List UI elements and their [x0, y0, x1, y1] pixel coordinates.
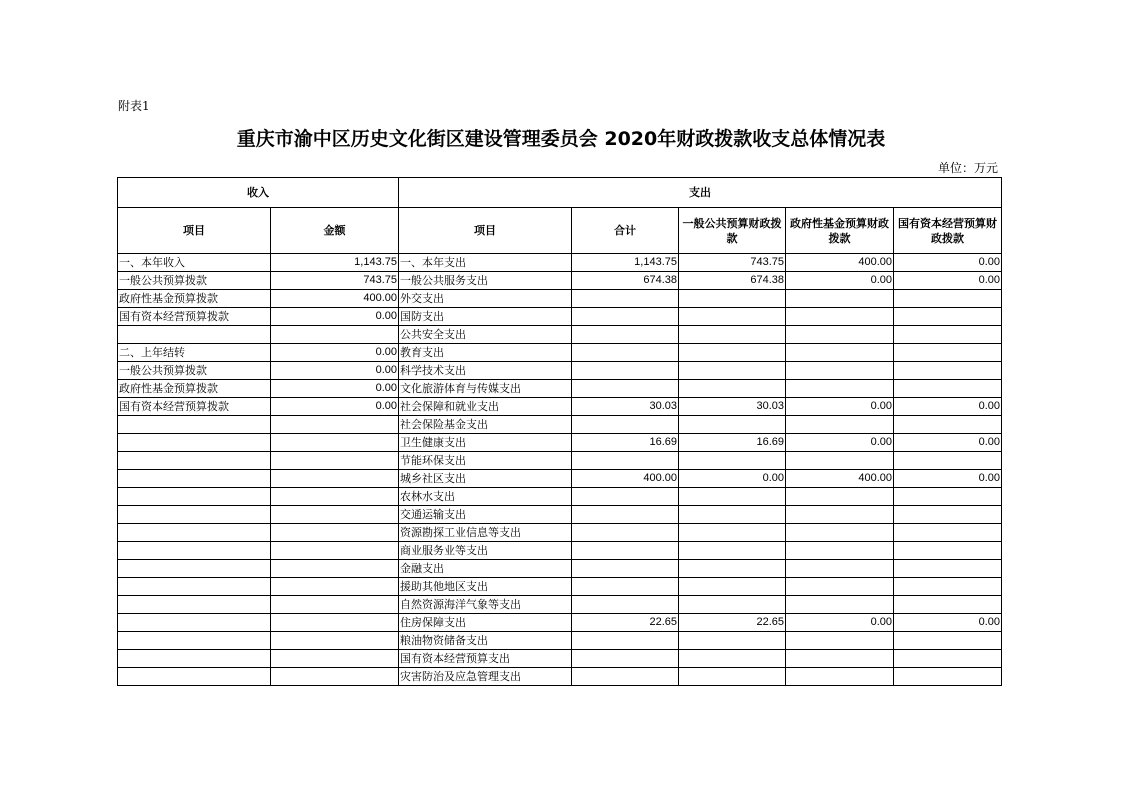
income-amount-cell [271, 650, 399, 668]
expense-item-header: 项目 [399, 208, 572, 254]
income-amount-cell: 400.00 [271, 290, 399, 308]
income-item-cell: 二、上年结转 [118, 344, 271, 362]
header-row-columns [118, 208, 1002, 254]
expense-fund-cell [786, 344, 894, 362]
income-amount-cell [271, 560, 399, 578]
table-row [118, 596, 1002, 614]
expense-state-cell: 0.00 [894, 254, 1002, 272]
expense-item-cell: 社会保障和就业支出 [399, 398, 572, 416]
expense-fund-cell: 400.00 [786, 254, 894, 272]
income-item-cell: 一、本年收入 [118, 254, 271, 272]
unit-label: 单位：万元 [937, 161, 998, 175]
income-amount-cell: 1,143.75 [271, 254, 399, 272]
expense-state-cell [894, 362, 1002, 380]
expense-item-cell: 农林水支出 [399, 488, 572, 506]
table-row [118, 578, 1002, 596]
expense-fund-cell [786, 650, 894, 668]
expense-item-cell: 国防支出 [399, 308, 572, 326]
income-amount-cell [271, 416, 399, 434]
income-item-cell [118, 524, 271, 542]
expense-total-cell [572, 308, 679, 326]
table-row [118, 362, 1002, 380]
expense-general-cell: 16.69 [679, 434, 786, 452]
expense-general-cell [679, 632, 786, 650]
expense-fund-cell [786, 632, 894, 650]
expense-total-cell: 1,143.75 [572, 254, 679, 272]
expense-fund-cell [786, 380, 894, 398]
table-row [118, 488, 1002, 506]
expense-item-cell: 商业服务业等支出 [399, 542, 572, 560]
table-row [118, 650, 1002, 668]
income-item-cell [118, 650, 271, 668]
expense-total-cell [572, 290, 679, 308]
table-row [118, 308, 1002, 326]
expense-total-cell: 30.03 [572, 398, 679, 416]
expense-total-cell [572, 578, 679, 596]
page-title: 重庆市渝中区历史文化街区建设管理委员会 2020年财政拨款收支总体情况表 [236, 128, 886, 150]
expense-general-cell [679, 380, 786, 398]
expense-item-cell: 一、本年支出 [399, 254, 572, 272]
expense-general-cell [679, 308, 786, 326]
table-row [118, 542, 1002, 560]
expense-fund-cell [786, 488, 894, 506]
expense-item-cell: 金融支出 [399, 560, 572, 578]
expense-item-cell: 外交支出 [399, 290, 572, 308]
income-header: 收入 [118, 178, 399, 208]
expense-total-cell: 400.00 [572, 470, 679, 488]
expense-fund-cell: 0.00 [786, 398, 894, 416]
income-amount-cell: 0.00 [271, 398, 399, 416]
expense-fund-cell [786, 416, 894, 434]
annex-label: 附表1 [118, 99, 150, 113]
expense-fund-cell [786, 524, 894, 542]
expense-general-cell [679, 416, 786, 434]
income-amount-cell [271, 578, 399, 596]
expense-total-cell [572, 326, 679, 344]
table-body [118, 254, 1002, 686]
expense-total-cell [572, 362, 679, 380]
expense-item-cell: 住房保障支出 [399, 614, 572, 632]
table-row [118, 416, 1002, 434]
expense-general-cell [679, 452, 786, 470]
expense-state-cell [894, 290, 1002, 308]
income-item-cell [118, 614, 271, 632]
expense-general-cell [679, 524, 786, 542]
income-amount-cell [271, 524, 399, 542]
expense-general-cell [679, 488, 786, 506]
income-amount-cell [271, 506, 399, 524]
income-amount-cell [271, 632, 399, 650]
income-item-cell: 政府性基金预算拨款 [118, 290, 271, 308]
expense-state-cell [894, 650, 1002, 668]
expense-general-cell [679, 560, 786, 578]
income-amount-cell [271, 452, 399, 470]
expense-general-cell [679, 668, 786, 686]
expense-header: 支出 [399, 178, 1002, 208]
expense-item-cell: 一般公共服务支出 [399, 272, 572, 290]
expense-general-cell [679, 542, 786, 560]
table-row [118, 272, 1002, 290]
income-item-cell [118, 596, 271, 614]
expense-state-cell [894, 668, 1002, 686]
expense-item-cell: 粮油物资储备支出 [399, 632, 572, 650]
expense-general-cell [679, 650, 786, 668]
expense-fund-cell [786, 542, 894, 560]
expense-total-header: 合计 [572, 208, 679, 254]
expense-total-cell [572, 632, 679, 650]
expense-general-cell [679, 362, 786, 380]
expense-fund-cell [786, 290, 894, 308]
expense-fund-cell [786, 452, 894, 470]
income-item-cell [118, 506, 271, 524]
expense-fund-cell [786, 668, 894, 686]
expense-state-cell [894, 488, 1002, 506]
expense-state-cell [894, 578, 1002, 596]
income-item-cell [118, 488, 271, 506]
expense-state-cell [894, 506, 1002, 524]
expense-state-cell: 0.00 [894, 470, 1002, 488]
expense-state-cell [894, 542, 1002, 560]
expense-fund-cell [786, 308, 894, 326]
expense-fund-cell: 0.00 [786, 272, 894, 290]
expense-fund-cell [786, 578, 894, 596]
expense-total-cell [572, 524, 679, 542]
expense-general-cell: 22.65 [679, 614, 786, 632]
expense-state-cell [894, 560, 1002, 578]
income-amount-cell [271, 488, 399, 506]
income-item-cell [118, 542, 271, 560]
income-amount-cell [271, 668, 399, 686]
expense-fund-cell [786, 506, 894, 524]
table-row [118, 632, 1002, 650]
budget-table [117, 177, 1002, 686]
income-item-cell [118, 326, 271, 344]
income-item-cell [118, 560, 271, 578]
expense-total-cell: 674.38 [572, 272, 679, 290]
expense-total-cell [572, 344, 679, 362]
table-row [118, 668, 1002, 686]
expense-fund-cell: 0.00 [786, 434, 894, 452]
income-amount-cell [271, 470, 399, 488]
expense-general-cell: 0.00 [679, 470, 786, 488]
expense-item-cell: 自然资源海洋气象等支出 [399, 596, 572, 614]
income-amount-cell [271, 614, 399, 632]
income-item-header: 项目 [118, 208, 271, 254]
expense-state-header: 国有资本经营预算财政拨款 [894, 208, 1002, 254]
expense-general-cell [679, 578, 786, 596]
expense-total-cell [572, 452, 679, 470]
expense-item-cell: 国有资本经营预算支出 [399, 650, 572, 668]
income-item-cell [118, 452, 271, 470]
expense-item-cell: 交通运输支出 [399, 506, 572, 524]
expense-fund-cell: 400.00 [786, 470, 894, 488]
table-row [118, 524, 1002, 542]
income-amount-cell: 0.00 [271, 308, 399, 326]
table-row [118, 434, 1002, 452]
expense-total-cell [572, 668, 679, 686]
expense-general-cell [679, 326, 786, 344]
expense-state-cell: 0.00 [894, 614, 1002, 632]
expense-state-cell: 0.00 [894, 434, 1002, 452]
expense-item-cell: 文化旅游体育与传媒支出 [399, 380, 572, 398]
expense-total-cell [572, 380, 679, 398]
expense-fund-cell [786, 326, 894, 344]
expense-fund-header: 政府性基金预算财政拨款 [786, 208, 894, 254]
expense-total-cell [572, 488, 679, 506]
expense-item-cell: 节能环保支出 [399, 452, 572, 470]
expense-item-cell: 城乡社区支出 [399, 470, 572, 488]
expense-general-cell: 743.75 [679, 254, 786, 272]
income-item-cell [118, 416, 271, 434]
expense-state-cell: 0.00 [894, 398, 1002, 416]
income-amount-cell: 0.00 [271, 362, 399, 380]
income-item-cell: 政府性基金预算拨款 [118, 380, 271, 398]
expense-item-cell: 灾害防治及应急管理支出 [399, 668, 572, 686]
table-row [118, 290, 1002, 308]
expense-total-cell [572, 560, 679, 578]
expense-item-cell: 卫生健康支出 [399, 434, 572, 452]
income-amount-cell [271, 434, 399, 452]
expense-general-cell [679, 596, 786, 614]
income-item-cell: 国有资本经营预算拨款 [118, 308, 271, 326]
income-amount-cell: 0.00 [271, 380, 399, 398]
expense-state-cell [894, 524, 1002, 542]
table-row [118, 614, 1002, 632]
expense-general-cell [679, 290, 786, 308]
table-row [118, 344, 1002, 362]
expense-fund-cell: 0.00 [786, 614, 894, 632]
expense-total-cell: 22.65 [572, 614, 679, 632]
expense-state-cell [894, 452, 1002, 470]
expense-total-cell [572, 596, 679, 614]
expense-state-cell [894, 380, 1002, 398]
expense-total-cell [572, 506, 679, 524]
expense-fund-cell [786, 596, 894, 614]
table-row [118, 452, 1002, 470]
income-item-cell [118, 632, 271, 650]
expense-item-cell: 公共安全支出 [399, 326, 572, 344]
expense-fund-cell [786, 362, 894, 380]
expense-general-cell: 30.03 [679, 398, 786, 416]
income-amount-header: 金额 [271, 208, 399, 254]
table-row [118, 398, 1002, 416]
income-item-cell [118, 668, 271, 686]
expense-state-cell [894, 416, 1002, 434]
income-amount-cell: 743.75 [271, 272, 399, 290]
expense-fund-cell [786, 560, 894, 578]
income-amount-cell [271, 596, 399, 614]
expense-general-header: 一般公共预算财政拨款 [679, 208, 786, 254]
income-item-cell: 一般公共预算拨款 [118, 272, 271, 290]
expense-total-cell [572, 416, 679, 434]
income-amount-cell [271, 542, 399, 560]
income-item-cell [118, 578, 271, 596]
expense-total-cell: 16.69 [572, 434, 679, 452]
expense-state-cell [894, 344, 1002, 362]
table-row [118, 380, 1002, 398]
income-amount-cell [271, 326, 399, 344]
income-item-cell: 一般公共预算拨款 [118, 362, 271, 380]
expense-state-cell [894, 632, 1002, 650]
expense-general-cell: 674.38 [679, 272, 786, 290]
income-item-cell: 国有资本经营预算拨款 [118, 398, 271, 416]
table-row [118, 470, 1002, 488]
expense-state-cell [894, 308, 1002, 326]
expense-state-cell: 0.00 [894, 272, 1002, 290]
income-amount-cell: 0.00 [271, 344, 399, 362]
table-row [118, 560, 1002, 578]
header-row-group [118, 178, 1002, 208]
table-row [118, 326, 1002, 344]
income-item-cell [118, 470, 271, 488]
expense-item-cell: 教育支出 [399, 344, 572, 362]
income-item-cell [118, 434, 271, 452]
table-row [118, 506, 1002, 524]
expense-item-cell: 社会保险基金支出 [399, 416, 572, 434]
expense-state-cell [894, 596, 1002, 614]
expense-item-cell: 援助其他地区支出 [399, 578, 572, 596]
expense-general-cell [679, 506, 786, 524]
table-row [118, 254, 1002, 272]
expense-item-cell: 科学技术支出 [399, 362, 572, 380]
expense-total-cell [572, 650, 679, 668]
expense-total-cell [572, 542, 679, 560]
expense-state-cell [894, 326, 1002, 344]
expense-item-cell: 资源勘探工业信息等支出 [399, 524, 572, 542]
expense-general-cell [679, 344, 786, 362]
